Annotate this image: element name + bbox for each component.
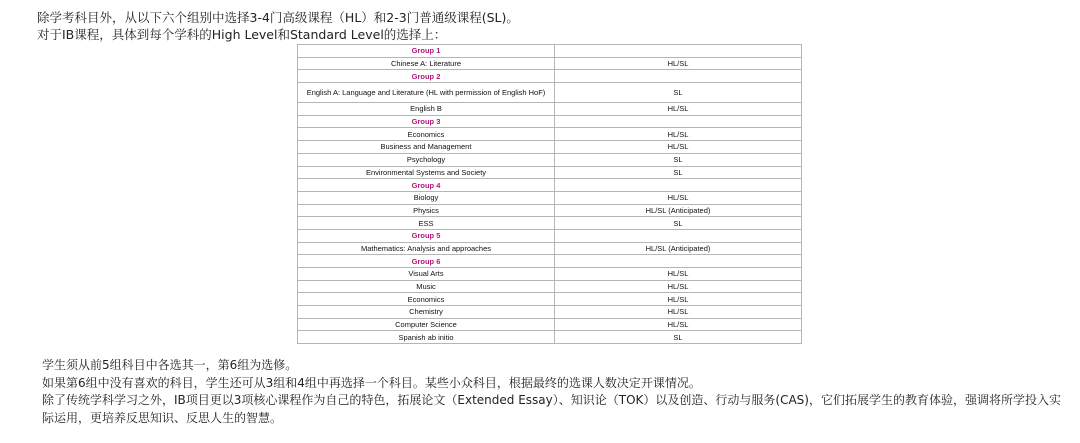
level-cell: HL/SL (555, 318, 802, 331)
group-label: Group 5 (298, 229, 555, 242)
table-row (298, 57, 802, 70)
intro-line-1: 除学考科目外，从以下六个组别中选择3-4门高级课程（HL）和2-3门普通级课程(SL)。 (37, 10, 519, 25)
subject-cell: Environmental Systems and Society (298, 166, 555, 179)
table-row (298, 306, 802, 319)
level-cell: HL/SL (Anticipated) (555, 242, 802, 255)
level-cell: HL/SL (555, 306, 802, 319)
table-row (298, 83, 802, 103)
subject-cell: English B (298, 103, 555, 116)
group-label: Group 2 (298, 70, 555, 83)
level-cell: HL/SL (555, 103, 802, 116)
subject-cell: Mathematics: Analysis and approaches (298, 242, 555, 255)
table-row (298, 128, 802, 141)
group-label: Group 6 (298, 255, 555, 268)
intro (37, 9, 519, 43)
subject-cell: Computer Science (298, 318, 555, 331)
level-cell: SL (555, 166, 802, 179)
table-row (298, 280, 802, 293)
group-header-row (298, 45, 802, 58)
group-label: Group 4 (298, 179, 555, 192)
subject-cell: Music (298, 280, 555, 293)
table-row (298, 268, 802, 281)
level-cell: HL/SL (555, 191, 802, 204)
group-header-row (298, 179, 802, 192)
table-row (298, 103, 802, 116)
group-level-empty (555, 70, 802, 83)
group-level-empty (555, 179, 802, 192)
group-label: Group 1 (298, 45, 555, 58)
group-header-row (298, 70, 802, 83)
subject-cell: Chemistry (298, 306, 555, 319)
group-label: Group 3 (298, 115, 555, 128)
note-core-courses: 除了传统学科学习之外，IB项目更以3项核心课程作为自己的特色，拓展论文（Extended Essay）、知识论（TOK）以及创造、行动与服务(CAS)，它们拓展学生的教育体验，强调将所学投入实际运用，更培养反思知识、反思人生的智慧。 (42, 393, 1061, 425)
note-electives: 学生须从前5组科目中各选其一，第6组为选修。 (42, 358, 298, 372)
table-row (298, 331, 802, 344)
table-row (298, 153, 802, 166)
table-row (298, 141, 802, 154)
subject-cell: Economics (298, 128, 555, 141)
table-row (298, 217, 802, 230)
level-cell: SL (555, 217, 802, 230)
level-cell: HL/SL (555, 128, 802, 141)
subject-cell: Spanish ab initio (298, 331, 555, 344)
group-level-empty (555, 255, 802, 268)
subject-cell: Economics (298, 293, 555, 306)
subject-cell: English A: Language and Literature (HL with permission of English HoF) (298, 83, 555, 103)
table-row (298, 191, 802, 204)
subject-cell: Business and Management (298, 141, 555, 154)
level-cell: HL/SL (555, 293, 802, 306)
level-cell: HL/SL (555, 280, 802, 293)
group-level-empty (555, 45, 802, 58)
level-cell: HL/SL (555, 141, 802, 154)
table-row (298, 166, 802, 179)
level-cell: HL/SL (555, 57, 802, 70)
notes (37, 357, 1067, 427)
level-cell: SL (555, 83, 802, 103)
group-header-row (298, 255, 802, 268)
table-row (298, 318, 802, 331)
ib-course-table (297, 44, 802, 344)
subject-cell: Physics (298, 204, 555, 217)
table-row (298, 293, 802, 306)
table-row (298, 242, 802, 255)
subject-cell: Psychology (298, 153, 555, 166)
subject-cell: Visual Arts (298, 268, 555, 281)
subject-cell: Biology (298, 191, 555, 204)
level-cell: SL (555, 331, 802, 344)
level-cell: HL/SL (Anticipated) (555, 204, 802, 217)
group-header-row (298, 115, 802, 128)
group-header-row (298, 229, 802, 242)
subject-cell: Chinese A: Literature (298, 57, 555, 70)
subject-cell: ESS (298, 217, 555, 230)
table-row (298, 204, 802, 217)
intro-line-2: 对于IB课程，具体到每个学科的High Level和Standard Level的选择上： (37, 27, 447, 42)
level-cell: HL/SL (555, 268, 802, 281)
group-level-empty (555, 229, 802, 242)
level-cell: SL (555, 153, 802, 166)
note-extra-subject: 如果第6组中没有喜欢的科目，学生还可从3组和4组中再选择一个科目。某些小众科目，根据最终的选课人数决定开课情况。 (42, 375, 701, 390)
group-level-empty (555, 115, 802, 128)
